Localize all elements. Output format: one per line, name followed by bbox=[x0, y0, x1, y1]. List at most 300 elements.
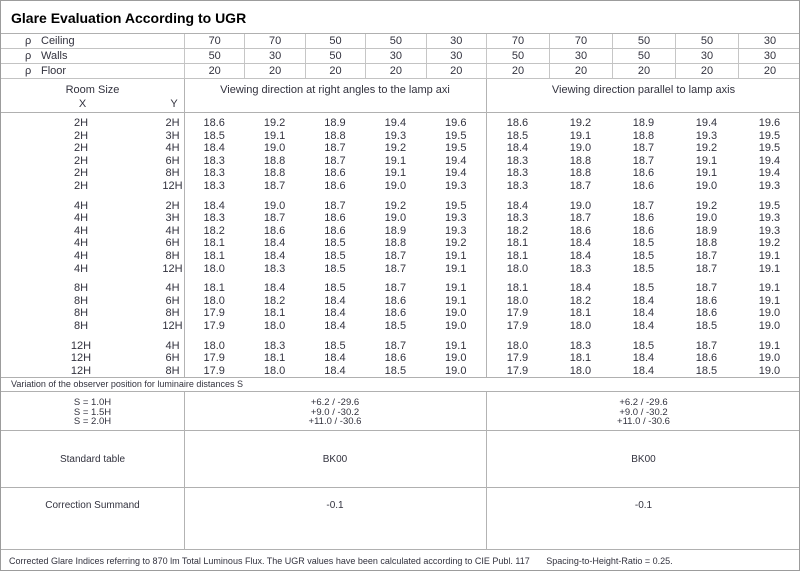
ugr-value: 19.1 bbox=[445, 282, 467, 295]
ugr-value: 18.7 bbox=[569, 179, 592, 192]
ugr-value: 18.8 bbox=[569, 154, 592, 167]
ugr-value: 19.0 bbox=[758, 364, 781, 377]
room-size-x: 2H bbox=[73, 129, 89, 142]
correction-summand-label: Correction Summand bbox=[45, 500, 140, 511]
ugr-value: 18.7 bbox=[695, 339, 718, 352]
ugr-value: 18.3 bbox=[203, 167, 225, 180]
room-size-x: 4H bbox=[73, 212, 89, 225]
ugr-value: 19.1 bbox=[758, 294, 781, 307]
ugr-room-block bbox=[1, 340, 799, 378]
ugr-value: 18.1 bbox=[203, 249, 225, 262]
room-size-x: 12H bbox=[70, 352, 92, 365]
room-size-y: 6H bbox=[165, 154, 180, 167]
reflectance-row bbox=[1, 34, 799, 49]
ugr-value: 18.1 bbox=[263, 352, 286, 365]
ugr-value: 18.8 bbox=[263, 154, 286, 167]
ugr-value: 18.0 bbox=[506, 262, 529, 275]
ugr-value: 18.5 bbox=[324, 282, 346, 295]
ugr-value: 18.6 bbox=[506, 117, 529, 129]
ugr-value: 19.1 bbox=[384, 154, 407, 167]
ugr-table-row bbox=[1, 237, 799, 250]
reflectance-value: 20 bbox=[675, 64, 738, 78]
ugr-table-row bbox=[1, 142, 799, 155]
room-size-x: 4H bbox=[73, 249, 89, 262]
ugr-value: 18.5 bbox=[632, 262, 655, 275]
ugr-value: 18.4 bbox=[569, 282, 592, 295]
ugr-value: 18.4 bbox=[203, 142, 225, 155]
section-header-parallel: Viewing direction parallel to lamp axis bbox=[551, 84, 736, 96]
ugr-value: 18.7 bbox=[384, 282, 407, 295]
room-size-y: 6H bbox=[165, 294, 180, 307]
room-size-y: 8H bbox=[165, 307, 180, 320]
page-title: Glare Evaluation According to UGR bbox=[11, 10, 247, 26]
ugr-value: 17.9 bbox=[506, 307, 529, 320]
ugr-value: 19.4 bbox=[445, 154, 467, 167]
ugr-value: 18.5 bbox=[324, 249, 346, 262]
ugr-value: 18.7 bbox=[324, 154, 346, 167]
reflectance-value: 30 bbox=[738, 49, 800, 63]
title-bar bbox=[1, 1, 799, 34]
reflectance-table bbox=[1, 34, 799, 79]
ugr-value: 18.0 bbox=[203, 262, 225, 275]
ugr-value: 19.0 bbox=[569, 199, 592, 212]
ugr-value: 19.6 bbox=[445, 117, 467, 129]
ugr-value: 18.9 bbox=[695, 224, 718, 237]
reflectance-value: 20 bbox=[426, 64, 486, 78]
ugr-value: 18.3 bbox=[569, 339, 592, 352]
room-size-y: 6H bbox=[165, 237, 180, 250]
ugr-value: 17.9 bbox=[203, 364, 225, 377]
correction-summand-value-right: -0.1 bbox=[634, 500, 653, 511]
ugr-value: 18.3 bbox=[506, 179, 529, 192]
reflectance-value: 50 bbox=[612, 34, 675, 48]
ugr-value: 18.4 bbox=[324, 307, 346, 320]
ugr-table-row bbox=[1, 167, 799, 180]
observer-variation-section bbox=[1, 392, 799, 431]
ugr-value: 18.2 bbox=[263, 294, 286, 307]
ugr-value: 19.1 bbox=[569, 129, 592, 142]
ugr-value: 18.4 bbox=[632, 294, 655, 307]
room-size-x: 2H bbox=[73, 179, 89, 192]
ugr-value: 18.6 bbox=[632, 167, 655, 180]
ugr-table-row bbox=[1, 130, 799, 143]
ugr-value: 19.1 bbox=[758, 339, 781, 352]
ugr-value: 19.1 bbox=[445, 294, 467, 307]
ugr-value: 19.2 bbox=[695, 142, 718, 155]
ugr-value: 18.7 bbox=[695, 282, 718, 295]
reflectance-row bbox=[1, 64, 799, 79]
ugr-table-row bbox=[1, 340, 799, 353]
ugr-value: 19.0 bbox=[758, 352, 781, 365]
ugr-value: 18.3 bbox=[506, 167, 529, 180]
ugr-value: 18.7 bbox=[384, 262, 407, 275]
ugr-value: 18.4 bbox=[632, 364, 655, 377]
ugr-value: 19.3 bbox=[445, 179, 467, 192]
ugr-value: 18.8 bbox=[569, 167, 592, 180]
rho-symbol: ρ bbox=[25, 50, 32, 62]
ugr-value: 18.3 bbox=[203, 212, 225, 225]
reflectance-value: 20 bbox=[486, 64, 549, 78]
rho-symbol: ρ bbox=[25, 35, 32, 47]
reflectance-value: 20 bbox=[305, 64, 365, 78]
ugr-value: 18.9 bbox=[324, 117, 346, 129]
ugr-table-row bbox=[1, 263, 799, 276]
reflectance-value: 30 bbox=[738, 34, 800, 48]
ugr-value: 18.8 bbox=[695, 237, 718, 250]
ugr-value: 18.6 bbox=[632, 179, 655, 192]
room-size-x: 4H bbox=[73, 224, 89, 237]
room-size-y: 4H bbox=[165, 142, 180, 155]
observer-variation-left: +9.0 / -30.2 bbox=[310, 406, 360, 418]
reflectance-value: 50 bbox=[305, 49, 365, 63]
ugr-value: 18.6 bbox=[203, 117, 225, 129]
room-size-y: 4H bbox=[165, 339, 180, 352]
room-size-y: 12H bbox=[162, 319, 183, 332]
ugr-table-row bbox=[1, 180, 799, 193]
ugr-value: 18.6 bbox=[632, 224, 655, 237]
ugr-value: 19.6 bbox=[758, 117, 781, 129]
room-size-x: 12H bbox=[70, 339, 92, 352]
ugr-value: 18.1 bbox=[506, 237, 529, 250]
ugr-value: 19.5 bbox=[758, 129, 781, 142]
reflectance-row bbox=[1, 49, 799, 64]
ugr-value: 17.9 bbox=[203, 319, 225, 332]
ugr-value: 19.0 bbox=[384, 179, 407, 192]
ugr-table-row bbox=[1, 295, 799, 308]
ugr-value: 19.0 bbox=[445, 352, 467, 365]
ugr-value: 18.3 bbox=[263, 339, 286, 352]
room-size-x: 4H bbox=[73, 237, 89, 250]
reflectance-value: 50 bbox=[365, 34, 425, 48]
ugr-value: 18.4 bbox=[506, 142, 529, 155]
room-size-y: 6H bbox=[165, 352, 180, 365]
ugr-value: 18.2 bbox=[569, 294, 592, 307]
ugr-table-row bbox=[1, 117, 799, 130]
ugr-value: 18.5 bbox=[203, 129, 225, 142]
room-size-y: 3H bbox=[165, 129, 180, 142]
ugr-value: 18.1 bbox=[203, 237, 225, 250]
table-header-block bbox=[1, 79, 799, 113]
ugr-value: 18.5 bbox=[324, 262, 346, 275]
ugr-value: 18.2 bbox=[203, 224, 225, 237]
ugr-value: 17.9 bbox=[506, 364, 529, 377]
ugr-value: 18.3 bbox=[203, 154, 225, 167]
reflectance-value: 30 bbox=[549, 49, 612, 63]
observer-distance-label: S = 1.0H bbox=[73, 397, 112, 408]
ugr-value: 18.1 bbox=[263, 307, 286, 320]
ugr-value: 18.5 bbox=[324, 339, 346, 352]
observer-variation-right: +9.0 / -30.2 bbox=[619, 406, 668, 418]
reflectance-value: 30 bbox=[426, 34, 486, 48]
reflectance-value: 50 bbox=[612, 49, 675, 63]
ugr-value: 19.5 bbox=[445, 199, 467, 212]
ugr-table-row bbox=[1, 365, 799, 378]
room-size-x: 8H bbox=[73, 294, 89, 307]
ugr-value: 18.5 bbox=[506, 129, 529, 142]
ugr-room-block bbox=[1, 282, 799, 332]
room-size-y: 8H bbox=[165, 167, 180, 180]
standard-table-label: Standard table bbox=[59, 453, 126, 465]
ugr-value: 19.0 bbox=[445, 307, 467, 320]
room-size-x-header: X bbox=[78, 98, 87, 110]
ugr-data-area bbox=[1, 113, 799, 377]
ugr-value: 18.6 bbox=[695, 294, 718, 307]
ugr-value: 18.6 bbox=[324, 179, 346, 192]
ugr-value: 18.1 bbox=[506, 282, 529, 295]
standard-table-row bbox=[1, 431, 799, 488]
ugr-value: 18.3 bbox=[203, 179, 225, 192]
room-size-y: 12H bbox=[162, 179, 183, 192]
room-size-y: 8H bbox=[165, 249, 180, 262]
room-size-x: 2H bbox=[73, 167, 89, 180]
ugr-value: 18.8 bbox=[384, 237, 407, 250]
room-size-y: 4H bbox=[165, 282, 180, 295]
ugr-value: 19.3 bbox=[445, 212, 467, 225]
ugr-value: 19.1 bbox=[695, 167, 718, 180]
ugr-value: 19.5 bbox=[758, 199, 781, 212]
room-size-x: 12H bbox=[70, 364, 92, 377]
ugr-value: 18.7 bbox=[384, 249, 407, 262]
ugr-value: 18.7 bbox=[569, 212, 592, 225]
ugr-value: 18.6 bbox=[263, 224, 286, 237]
ugr-table-row bbox=[1, 155, 799, 168]
ugr-value: 19.0 bbox=[758, 319, 781, 332]
ugr-room-block bbox=[1, 117, 799, 193]
ugr-value: 19.3 bbox=[445, 224, 467, 237]
ugr-value: 18.5 bbox=[384, 319, 407, 332]
ugr-table-row bbox=[1, 352, 799, 365]
ugr-value: 18.1 bbox=[203, 282, 225, 295]
reflectance-value: 30 bbox=[365, 49, 425, 63]
ugr-value: 18.2 bbox=[506, 224, 529, 237]
ugr-value: 18.7 bbox=[324, 142, 346, 155]
observer-variation-row bbox=[1, 417, 799, 427]
ugr-value: 18.7 bbox=[632, 199, 655, 212]
ugr-value: 17.9 bbox=[506, 352, 529, 365]
ugr-value: 18.5 bbox=[324, 237, 346, 250]
ugr-value: 18.5 bbox=[632, 249, 655, 262]
ugr-value: 18.1 bbox=[506, 249, 529, 262]
ugr-value: 18.0 bbox=[263, 319, 286, 332]
reflectance-surface: Ceiling bbox=[41, 35, 75, 47]
ugr-value: 19.2 bbox=[569, 117, 592, 129]
reflectance-value: 50 bbox=[184, 49, 244, 63]
ugr-value: 18.7 bbox=[695, 262, 718, 275]
ugr-value: 18.5 bbox=[632, 339, 655, 352]
ugr-value: 18.3 bbox=[506, 154, 529, 167]
divider-sections-top bbox=[486, 79, 487, 377]
ugr-value: 18.6 bbox=[695, 352, 718, 365]
ugr-value: 18.4 bbox=[569, 237, 592, 250]
ugr-value: 18.8 bbox=[632, 129, 655, 142]
reflectance-value: 20 bbox=[365, 64, 425, 78]
ugr-value: 18.7 bbox=[263, 179, 286, 192]
room-size-y: 3H bbox=[165, 212, 180, 225]
ugr-table-row bbox=[1, 212, 799, 225]
ugr-value: 18.6 bbox=[384, 352, 407, 365]
ugr-value: 19.0 bbox=[695, 179, 718, 192]
ugr-value: 19.1 bbox=[445, 249, 467, 262]
ugr-value: 18.5 bbox=[695, 364, 718, 377]
observer-variation-right: +11.0 / -30.6 bbox=[617, 416, 670, 427]
reflectance-label bbox=[1, 64, 184, 78]
ugr-value: 18.8 bbox=[324, 129, 346, 142]
variation-caption: Variation of the observer position for luminaire distances S bbox=[1, 377, 799, 392]
divider-label-column-top bbox=[184, 79, 185, 377]
ugr-value: 18.7 bbox=[695, 249, 718, 262]
ugr-value: 18.5 bbox=[632, 282, 655, 295]
observer-distance-label: S = 1.5H bbox=[73, 406, 112, 418]
room-size-y: 12H bbox=[162, 262, 183, 275]
correction-summand-value-left: -0.1 bbox=[326, 500, 344, 511]
room-size-x: 4H bbox=[73, 199, 89, 212]
ugr-value: 18.4 bbox=[324, 352, 346, 365]
reflectance-value: 20 bbox=[549, 64, 612, 78]
ugr-value: 18.7 bbox=[632, 154, 655, 167]
ugr-value: 18.5 bbox=[695, 319, 718, 332]
ugr-value: 18.6 bbox=[324, 212, 346, 225]
ugr-value: 18.7 bbox=[263, 212, 286, 225]
ugr-value: 19.3 bbox=[758, 224, 781, 237]
room-size-y-header: Y bbox=[170, 98, 178, 110]
reflectance-value: 50 bbox=[675, 34, 738, 48]
reflectance-value: 50 bbox=[305, 34, 365, 48]
ugr-value: 18.4 bbox=[324, 364, 346, 377]
ugr-value: 17.9 bbox=[203, 307, 225, 320]
ugr-value: 18.6 bbox=[324, 167, 346, 180]
ugr-value: 18.9 bbox=[632, 117, 655, 129]
room-size-x: 8H bbox=[73, 282, 89, 295]
ugr-room-block bbox=[1, 200, 799, 276]
ugr-value: 18.6 bbox=[569, 224, 592, 237]
ugr-value: 19.3 bbox=[695, 129, 718, 142]
footer-text: Corrected Glare Indices referring to 870 lm Total Luminous Flux. The UGR values have been calculated according to CIE Publ. 117 bbox=[9, 556, 530, 566]
ugr-value: 19.1 bbox=[695, 154, 718, 167]
room-size-y: 2H bbox=[165, 199, 180, 212]
ugr-value: 19.2 bbox=[263, 117, 286, 129]
ugr-value: 18.3 bbox=[569, 262, 592, 275]
room-size-x: 4H bbox=[73, 262, 89, 275]
ugr-value: 19.2 bbox=[758, 237, 781, 250]
ugr-value: 18.4 bbox=[632, 307, 655, 320]
ugr-value: 18.1 bbox=[569, 352, 592, 365]
ugr-value: 17.9 bbox=[203, 352, 225, 365]
ugr-value: 19.0 bbox=[445, 319, 467, 332]
ugr-value: 18.0 bbox=[506, 339, 529, 352]
ugr-value: 19.1 bbox=[758, 282, 781, 295]
reflectance-value: 20 bbox=[612, 64, 675, 78]
reflectance-label bbox=[1, 34, 184, 48]
ugr-value: 19.2 bbox=[384, 199, 407, 212]
footer-ratio: Spacing-to-Height-Ratio = 0.25. bbox=[546, 556, 673, 566]
ugr-value: 18.0 bbox=[569, 319, 592, 332]
ugr-table-row bbox=[1, 282, 799, 295]
ugr-value: 18.3 bbox=[263, 262, 286, 275]
ugr-value: 18.8 bbox=[263, 167, 286, 180]
ugr-value: 18.4 bbox=[263, 249, 286, 262]
ugr-value: 19.0 bbox=[695, 212, 718, 225]
reflectance-value: 70 bbox=[244, 34, 304, 48]
ugr-value: 18.0 bbox=[203, 294, 225, 307]
ugr-value: 19.4 bbox=[758, 167, 781, 180]
ugr-value: 19.4 bbox=[384, 117, 407, 129]
standard-table-value-left: BK00 bbox=[322, 453, 348, 465]
footer-note bbox=[1, 550, 799, 571]
ugr-value: 19.3 bbox=[758, 179, 781, 192]
ugr-value: 18.4 bbox=[506, 199, 529, 212]
ugr-value: 19.5 bbox=[758, 142, 781, 155]
ugr-value: 18.4 bbox=[632, 319, 655, 332]
standard-table-value-right: BK00 bbox=[631, 453, 656, 465]
ugr-value: 18.3 bbox=[506, 212, 529, 225]
ugr-value: 19.4 bbox=[445, 167, 467, 180]
ugr-value: 19.4 bbox=[695, 117, 718, 129]
reflectance-value: 30 bbox=[426, 49, 486, 63]
ugr-value: 18.6 bbox=[632, 212, 655, 225]
ugr-value: 19.0 bbox=[569, 142, 592, 155]
ugr-value: 18.9 bbox=[384, 224, 407, 237]
ugr-table-row bbox=[1, 225, 799, 238]
ugr-value: 19.1 bbox=[445, 262, 467, 275]
ugr-value: 19.5 bbox=[445, 142, 467, 155]
reflectance-value: 20 bbox=[184, 64, 244, 78]
ugr-value: 19.0 bbox=[758, 307, 781, 320]
room-size-y: 8H bbox=[165, 364, 180, 377]
ugr-value: 18.1 bbox=[569, 307, 592, 320]
room-size-header: Room Size bbox=[65, 84, 120, 96]
reflectance-surface: Floor bbox=[41, 65, 67, 77]
ugr-value: 19.2 bbox=[445, 237, 467, 250]
ugr-value: 18.5 bbox=[632, 237, 655, 250]
ugr-value: 18.4 bbox=[324, 294, 346, 307]
reflectance-value: 30 bbox=[675, 49, 738, 63]
observer-variation-row bbox=[1, 398, 799, 408]
ugr-value: 19.1 bbox=[263, 129, 286, 142]
ugr-value: 18.4 bbox=[324, 319, 346, 332]
ugr-value: 19.0 bbox=[384, 212, 407, 225]
ugr-value: 18.4 bbox=[203, 199, 225, 212]
ugr-value: 19.5 bbox=[445, 129, 467, 142]
reflectance-value: 50 bbox=[486, 49, 549, 63]
ugr-value: 19.3 bbox=[384, 129, 407, 142]
correction-summand-row bbox=[1, 488, 799, 550]
ugr-value: 19.2 bbox=[695, 199, 718, 212]
ugr-value: 19.2 bbox=[384, 142, 407, 155]
ugr-value: 18.6 bbox=[384, 307, 407, 320]
observer-distance-label: S = 2.0H bbox=[73, 416, 112, 427]
ugr-table-row bbox=[1, 320, 799, 333]
ugr-value: 17.9 bbox=[506, 319, 529, 332]
ugr-value: 19.1 bbox=[758, 262, 781, 275]
observer-variation-left: +11.0 / -30.6 bbox=[308, 416, 362, 427]
ugr-value: 18.4 bbox=[632, 352, 655, 365]
reflectance-value: 70 bbox=[549, 34, 612, 48]
ugr-value: 19.1 bbox=[384, 167, 407, 180]
ugr-value: 18.4 bbox=[569, 249, 592, 262]
ugr-value: 19.4 bbox=[758, 154, 781, 167]
reflectance-value: 70 bbox=[486, 34, 549, 48]
reflectance-value: 30 bbox=[244, 49, 304, 63]
reflectance-surface: Walls bbox=[41, 50, 68, 62]
ugr-value: 18.6 bbox=[324, 224, 346, 237]
ugr-table-row bbox=[1, 250, 799, 263]
divider-sections-bottom bbox=[486, 392, 487, 550]
ugr-value: 18.4 bbox=[263, 237, 286, 250]
ugr-value: 18.6 bbox=[695, 307, 718, 320]
reflectance-value: 70 bbox=[184, 34, 244, 48]
reflectance-value: 20 bbox=[738, 64, 800, 78]
ugr-value: 19.0 bbox=[445, 364, 467, 377]
